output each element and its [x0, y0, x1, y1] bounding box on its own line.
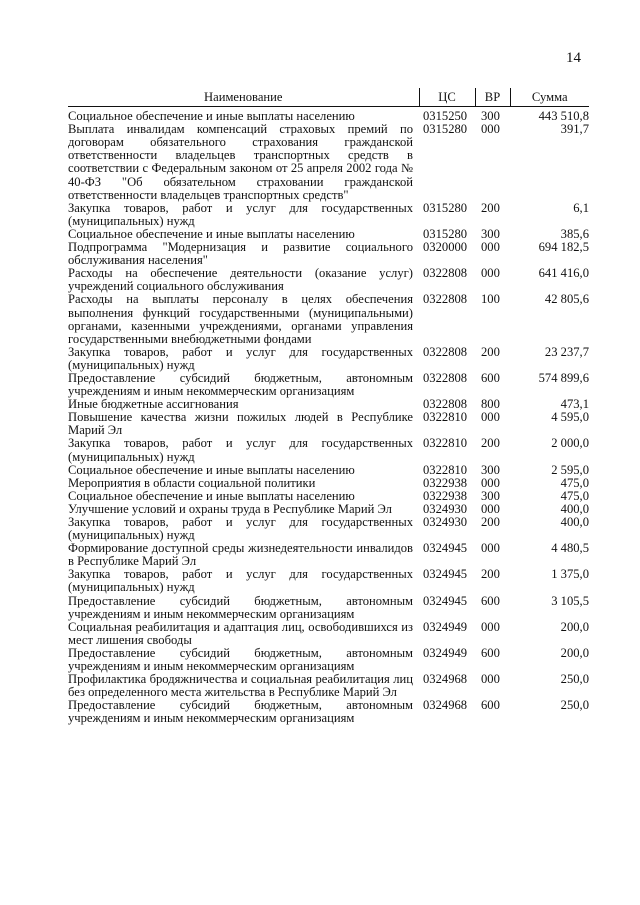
row-vr-cell: 600 — [481, 370, 500, 385]
row-cs-cell: 0324945 — [423, 541, 468, 556]
row-sum-cell: 475,0 — [560, 475, 589, 490]
row-sum-cell: 4 480,5 — [551, 541, 589, 556]
row-name-cell: Формирование доступной среды жизнедеятельности инвалидов в Республике Марий Эл — [68, 541, 413, 569]
row-cs-cell: 0322808 — [423, 344, 468, 359]
row-sum-cell: 391,7 — [560, 122, 589, 137]
row-name-cell: Повышение качества жизни пожилых людей в Республике Марий Эл — [68, 410, 413, 438]
row-sum-cell: 23 237,7 — [544, 344, 589, 359]
row-cs-cell: 0322938 — [423, 488, 468, 503]
row-cs-cell: 0324945 — [423, 567, 468, 582]
row-cs-cell: 0324968 — [423, 672, 468, 687]
header-row — [68, 88, 589, 107]
row-cs-cell: 0322808 — [423, 266, 468, 281]
row-vr-cell: 300 — [481, 226, 500, 241]
table-row — [68, 699, 589, 725]
row-cs-cell: 0322808 — [423, 292, 468, 307]
table-row — [68, 411, 589, 437]
row-name-cell: Расходы на выплаты персоналу в целях обеспечения выполнения функций государственными (муниципальными) органами, казенными учреждениями, органами управления государственными внебюджетными фондами — [68, 292, 413, 346]
row-cs-cell: 0315280 — [423, 200, 468, 215]
table-row — [68, 568, 589, 594]
row-cs-cell: 0324949 — [423, 619, 468, 634]
table-row — [68, 621, 589, 647]
row-name-cell: Закупка товаров, работ и услуг для государственных (муниципальных) нужд — [68, 344, 413, 372]
table-row — [68, 107, 589, 124]
row-sum-cell: 200,0 — [560, 619, 589, 634]
row-cs-cell: 0324930 — [423, 501, 468, 516]
row-cs-cell: 0315250 — [423, 109, 468, 124]
table-row — [68, 464, 589, 477]
table-row — [68, 293, 589, 345]
row-name-cell: Улучшение условий и охраны труда в Республике Марий Эл — [68, 501, 392, 516]
row-name-cell: Предоставление субсидий бюджетным, автономным учреждениям и иным некоммерческим организациям — [68, 645, 413, 674]
row-cs-cell: 0322810 — [423, 462, 468, 477]
row-name-cell: Предоставление субсидий бюджетным, автономным учреждениям и иным некоммерческим организациям — [68, 698, 413, 726]
row-vr-cell: 600 — [481, 645, 500, 660]
row-name-cell: Социальная реабилитация и адаптация лиц, освободившихся из мест лишения свободы — [68, 619, 413, 647]
row-vr-cell: 100 — [481, 292, 500, 307]
row-vr-cell: 000 — [481, 240, 500, 255]
table-row — [68, 542, 589, 568]
table-body — [68, 107, 589, 726]
row-name-cell: Предоставление субсидий бюджетным, автономным учреждениям и иным некоммерческим организациям — [68, 370, 413, 399]
row-sum-cell: 400,0 — [560, 501, 589, 516]
row-sum-cell: 250,0 — [560, 698, 589, 713]
row-sum-cell: 3 105,5 — [551, 593, 589, 608]
row-name-cell: Мероприятия в области социальной политики — [68, 475, 316, 490]
header-sum: Сумма — [510, 88, 589, 107]
table-row — [68, 372, 589, 398]
row-cs-cell: 0322810 — [423, 436, 468, 451]
row-vr-cell: 000 — [481, 672, 500, 687]
row-vr-cell: 000 — [481, 501, 500, 516]
row-name-cell: Выплата инвалидам компенсаций страховых премий по договорам обязательного страхования гражданской ответственности владельцев транспортных средств в соответствии с Федеральным законом от 25 апреля 2002 года № 40-ФЗ "Об обязательном страховании гражданской ответственности владельцев транспортных средств" — [68, 122, 413, 202]
row-name-cell: Иные бюджетные ассигнования — [68, 397, 239, 412]
header-name: Наименование — [68, 88, 419, 107]
row-sum-cell: 694 182,5 — [538, 240, 589, 255]
table-row — [68, 477, 589, 490]
row-name-cell: Предоставление субсидий бюджетным, автономным учреждениям и иным некоммерческим организациям — [68, 593, 413, 621]
row-sum-cell: 385,6 — [560, 226, 589, 241]
table-row — [68, 123, 589, 202]
row-vr-cell: 000 — [481, 475, 500, 490]
row-vr-cell: 000 — [481, 619, 500, 634]
table-row — [68, 673, 589, 699]
row-vr-cell: 800 — [481, 397, 500, 412]
row-cs-cell: 0315280 — [423, 122, 468, 137]
table-header — [68, 88, 589, 107]
row-name-cell: Социальное обеспечение и иные выплаты населению — [68, 226, 355, 241]
row-sum-cell: 42 805,6 — [544, 292, 589, 307]
row-vr-cell: 000 — [481, 122, 500, 137]
row-sum-cell: 574 899,6 — [538, 370, 589, 385]
row-vr-cell: 200 — [481, 567, 500, 582]
row-cs-cell: 0322938 — [423, 475, 468, 490]
row-cs-cell: 0324949 — [423, 645, 468, 660]
row-vr-cell: 000 — [481, 266, 500, 281]
row-vr-cell: 200 — [481, 515, 500, 529]
row-cs-cell: 0324945 — [423, 593, 468, 608]
row-sum-cell: 1 375,0 — [551, 567, 589, 582]
row-cs-cell: 0322808 — [423, 370, 468, 385]
row-sum-cell: 400,0 — [560, 515, 589, 529]
row-vr-cell: 000 — [481, 410, 500, 425]
row-name-cell: Закупка товаров, работ и услуг для государственных (муниципальных) нужд — [68, 515, 413, 543]
table-row — [68, 267, 589, 293]
row-vr-cell: 600 — [481, 593, 500, 608]
row-name-cell: Закупка товаров, работ и услуг для государственных (муниципальных) нужд — [68, 567, 413, 595]
table-row — [68, 516, 589, 542]
row-vr-cell: 300 — [481, 109, 500, 124]
row-name-cell: Профилактика бродяжничества и социальная реабилитация лиц без определенного места жительства в Республике Марий Эл — [68, 672, 413, 700]
row-cs-cell: 0315280 — [423, 226, 468, 241]
row-name-cell: Подпрограмма "Модернизация и развитие социального обслуживания населения" — [68, 240, 413, 268]
row-cs-cell: 0322810 — [423, 410, 468, 425]
table-row — [68, 647, 589, 673]
budget-table — [68, 88, 589, 726]
row-name-cell: Расходы на обеспечение деятельности (оказание услуг) учреждений социального обслуживания — [68, 266, 413, 294]
row-sum-cell: 200,0 — [560, 645, 589, 660]
row-vr-cell: 200 — [481, 436, 500, 451]
table-row — [68, 241, 589, 267]
table-row — [68, 202, 589, 228]
row-cs-cell: 0322808 — [423, 397, 468, 412]
row-sum-cell: 250,0 — [560, 672, 589, 687]
row-vr-cell: 300 — [481, 488, 500, 503]
row-name-cell: Социальное обеспечение и иные выплаты населению — [68, 462, 355, 477]
row-vr-cell: 000 — [481, 541, 500, 556]
row-sum-cell: 475,0 — [560, 488, 589, 503]
page-number: 14 — [566, 50, 581, 66]
row-name-cell: Закупка товаров, работ и услуг для государственных (муниципальных) нужд — [68, 436, 413, 464]
row-sum-cell: 2 000,0 — [551, 436, 589, 451]
row-sum-cell: 4 595,0 — [551, 410, 589, 425]
table-row — [68, 595, 589, 621]
row-vr-cell: 300 — [481, 462, 500, 477]
table-row — [68, 346, 589, 372]
table-row — [68, 490, 589, 503]
row-cs-cell: 0324930 — [423, 515, 468, 529]
row-sum-cell: 443 510,8 — [538, 109, 589, 124]
header-cs: ЦС — [419, 88, 475, 107]
row-name-cell: Социальное обеспечение и иные выплаты населению — [68, 109, 355, 124]
row-sum-cell: 641 416,0 — [538, 266, 589, 281]
row-vr-cell: 200 — [481, 344, 500, 359]
table-row — [68, 437, 589, 463]
row-name-cell: Закупка товаров, работ и услуг для государственных (муниципальных) нужд — [68, 200, 413, 228]
row-sum-cell: 473,1 — [560, 397, 589, 412]
row-cs-cell: 0320000 — [423, 240, 468, 255]
header-vr: ВР — [475, 88, 510, 107]
row-sum-cell: 2 595,0 — [551, 462, 589, 477]
row-vr-cell: 600 — [481, 698, 500, 713]
row-sum-cell: 6,1 — [573, 200, 589, 215]
row-cs-cell: 0324968 — [423, 698, 468, 713]
row-name-cell: Социальное обеспечение и иные выплаты населению — [68, 488, 355, 503]
row-vr-cell: 200 — [481, 200, 500, 215]
